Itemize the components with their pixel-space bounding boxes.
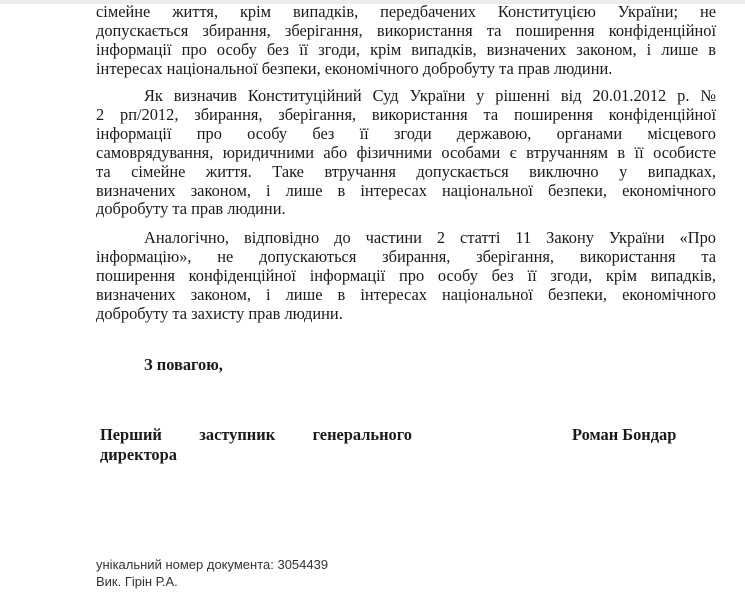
- title-word: генерального: [312, 425, 412, 444]
- text-line: Як визначив Конституційний Суд України у рішенні від 20.01.2012 р. №: [144, 86, 716, 105]
- text-line: Аналогічно, відповідно до частини 2 статті 11 Закону України «Про: [144, 228, 716, 247]
- title-line-2: директора: [100, 445, 177, 464]
- signatory-name: Роман Бондар: [572, 425, 677, 444]
- text-line: добробуту та захисту прав людини.: [96, 303, 343, 323]
- text-line: поширення конфіденційної інформації про особу без її згоди, крім випадків,: [96, 265, 716, 285]
- text-line: інтересах національної безпеки, економічного добробуту та прав людини.: [96, 58, 613, 78]
- text-line: та сімейне життя. Таке втручання допускається виключно у випадках,: [96, 161, 716, 181]
- executor: Вик. Гірін Р.А.: [96, 574, 178, 589]
- text-line: самоврядування, юридичними або фізичними особами є втручанням в її особисте: [96, 142, 716, 162]
- text-line: інформації про особу без її згоди, крім випадків, визначених законом, і лише в: [96, 39, 716, 59]
- title-word: заступник: [199, 425, 276, 444]
- paragraph-constitutional-court: [96, 87, 716, 219]
- document-footer: [96, 556, 328, 590]
- title-word: Перший: [100, 425, 162, 444]
- text-line: допускається збирання, зберігання, використання та поширення конфіденційної: [96, 20, 716, 40]
- document-number: унікальний номер документа: 3054439: [96, 557, 329, 572]
- paragraph-privacy-constitution: [96, 3, 716, 79]
- paragraph-information-law: [96, 229, 716, 324]
- text-line: 2 рп/2012, збирання, зберігання, використання та поширення конфіденційної: [96, 104, 716, 124]
- text-line: інформації про особу без її згоди державою, органами місцевого: [96, 123, 716, 143]
- signatory-title: [100, 425, 412, 465]
- text-line: інформацію», не допускаються збирання, зберігання, використання та: [96, 246, 716, 266]
- text-line: визначених законом, і лише в інтересах національної безпеки, економічного: [96, 180, 716, 200]
- closing-salutation: З повагою,: [144, 355, 223, 374]
- text-line: добробуту та прав людини.: [96, 199, 286, 219]
- text-line: сімейне життя, крім випадків, передбачених Конституцією України; не: [96, 2, 716, 21]
- text-line: визначених законом, і лише в інтересах національної безпеки, економічного: [96, 284, 716, 304]
